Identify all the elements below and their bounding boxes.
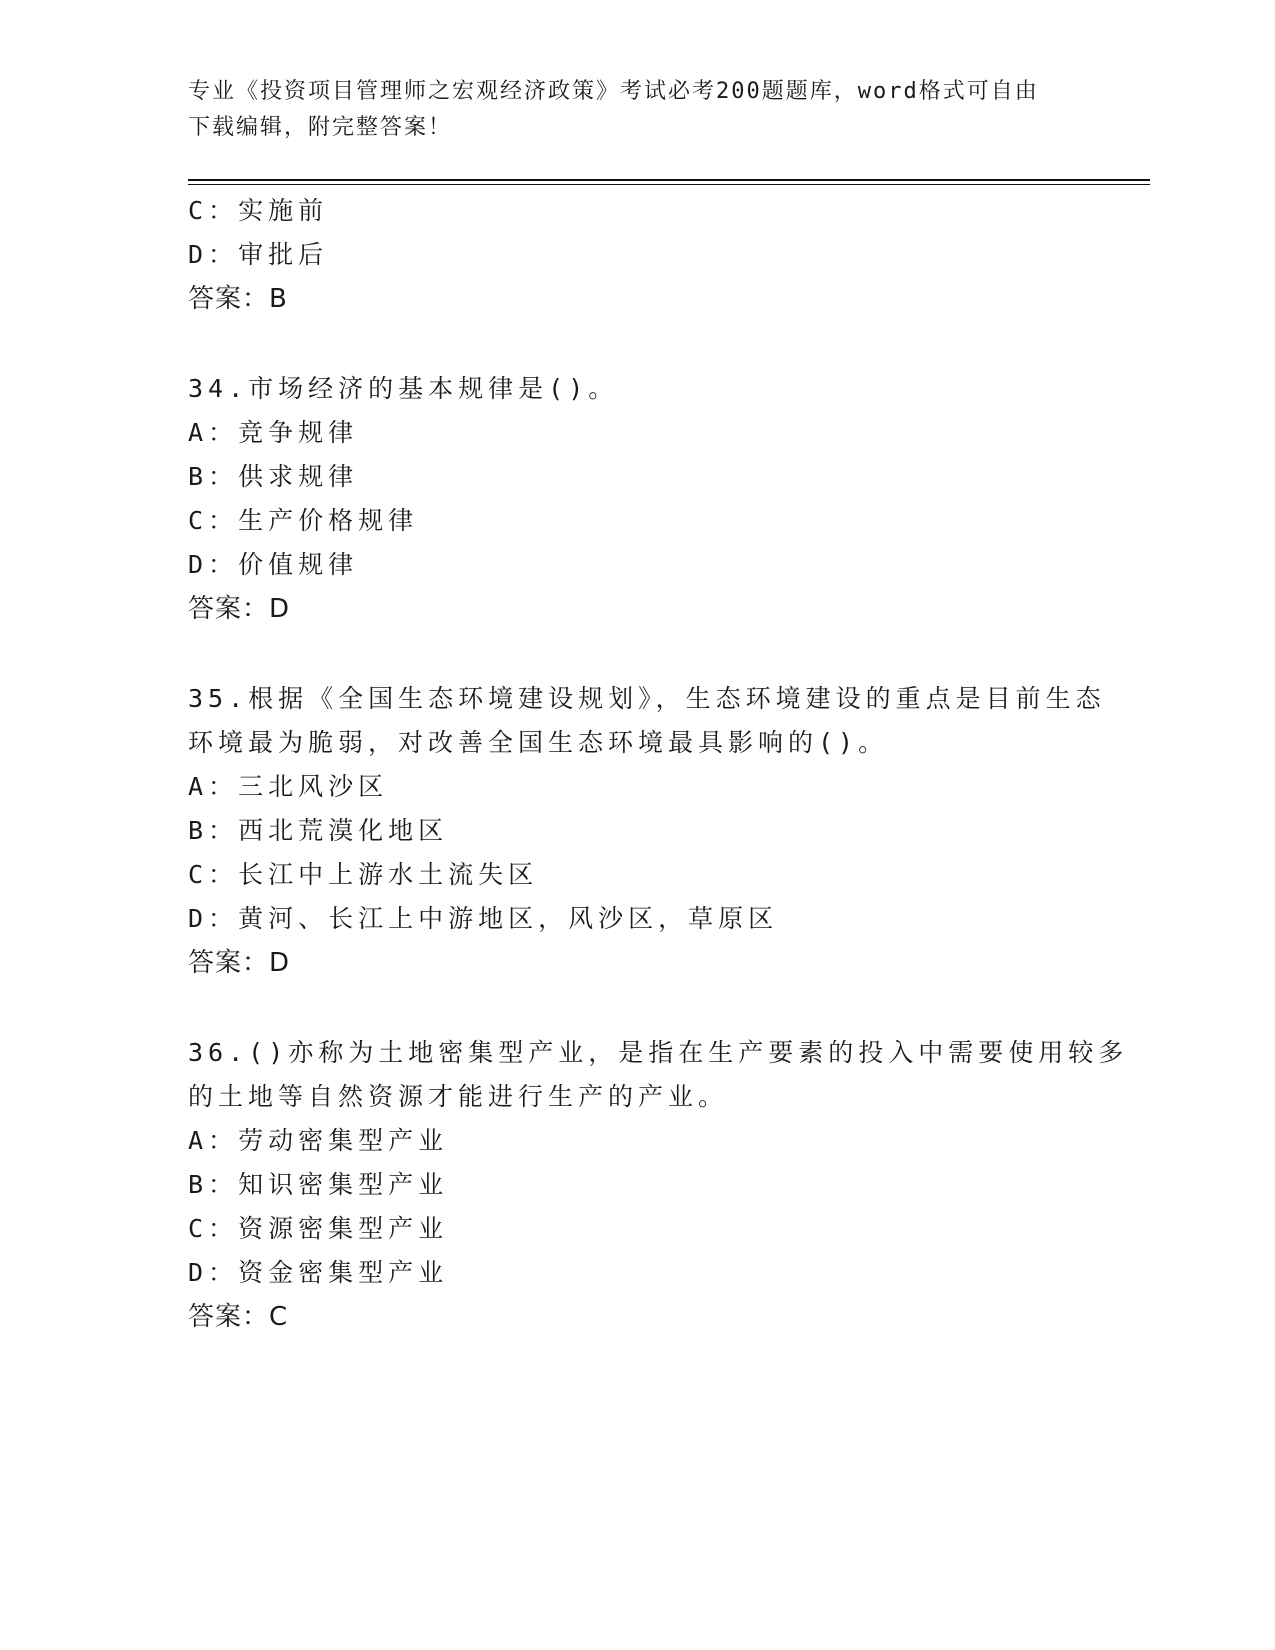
- question-36-option-c: C：资源密集型产业: [188, 1214, 449, 1243]
- question-35-option-a: A：三北风沙区: [188, 772, 389, 801]
- header-line-2: 下载编辑，附完整答案！: [188, 115, 453, 140]
- question-35-answer: 答案：D: [188, 948, 291, 978]
- question-36-stem-line-2: 的土地等自然资源才能进行生产的产业。: [188, 1082, 729, 1111]
- document-header: [188, 74, 1088, 146]
- question-35-option-c: C：长江中上游水土流失区: [188, 860, 539, 889]
- question-35-stem-line-1: 35.根据《全国生态环境建设规划》，生态环境建设的重点是目前生态: [188, 684, 1106, 713]
- prev-option-c: C：实施前: [188, 196, 329, 225]
- header-line-1: 专业《投资项目管理师之宏观经济政策》考试必考200题题库，word格式可自由: [188, 79, 1039, 104]
- question-35-option-b: B：西北荒漠化地区: [188, 816, 449, 845]
- question-36-option-b: B：知识密集型产业: [188, 1170, 449, 1199]
- question-36-option-d: D：资金密集型产业: [188, 1258, 449, 1287]
- question-36-option-a: A：劳动密集型产业: [188, 1126, 449, 1155]
- header-divider-thick: [188, 179, 1150, 181]
- question-36-stem-line-1: 36.()亦称为土地密集型产业，是指在生产要素的投入中需要使用较多: [188, 1038, 1129, 1067]
- question-34-option-a: A：竞争规律: [188, 418, 359, 447]
- question-35-option-d: D：黄河、长江上中游地区，风沙区，草原区: [188, 904, 779, 933]
- question-34-answer: 答案：D: [188, 594, 291, 624]
- question-36-answer: 答案：C: [188, 1302, 289, 1332]
- prev-option-d: D：审批后: [188, 240, 329, 269]
- question-34-stem: 34.市场经济的基本规律是()。: [188, 374, 619, 403]
- question-34-option-c: C：生产价格规律: [188, 506, 419, 535]
- question-34-option-b: B：供求规律: [188, 462, 359, 491]
- prev-answer: 答案：B: [188, 284, 288, 314]
- header-divider-thin: [188, 184, 1150, 185]
- question-35-stem-line-2: 环境最为脆弱，对改善全国生态环境最具影响的()。: [188, 728, 889, 757]
- question-34-option-d: D：价值规律: [188, 550, 359, 579]
